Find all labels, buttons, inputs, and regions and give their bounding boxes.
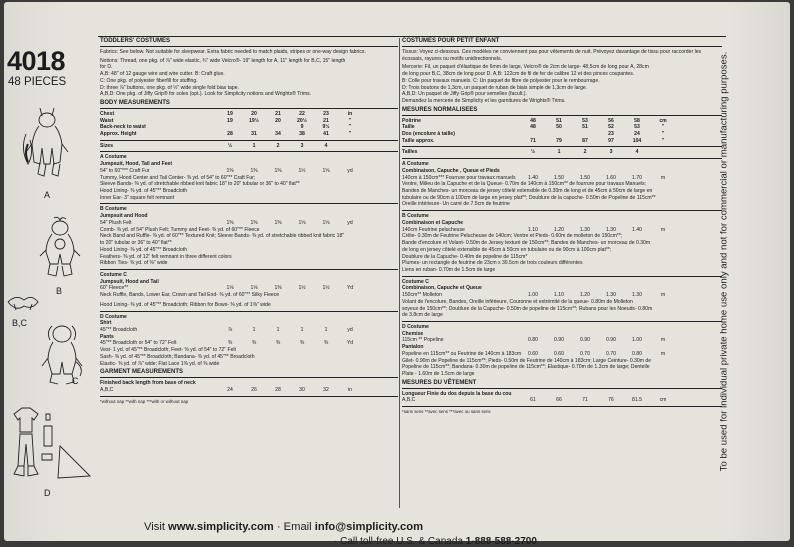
footer-contact xyxy=(144,521,423,533)
english-column xyxy=(100,38,398,404)
cell: 48 xyxy=(530,117,536,124)
figure-bc-drawing xyxy=(6,292,40,314)
measurement-row xyxy=(100,111,398,118)
fabric-row xyxy=(100,220,398,227)
notions-line: A,B: 48" of 12 gauge wire and wire cutter. B: Craft glue. xyxy=(100,71,225,78)
cell: 1⅜ xyxy=(226,167,234,174)
row-label: Poitrine xyxy=(402,117,421,124)
cell: 53 xyxy=(582,117,588,124)
cell: 53 xyxy=(634,124,640,131)
b-costume-sub-fr: Combinaison et Capuche xyxy=(402,219,464,226)
fabric-note: Plate - 1.60m de 1.5cm de large xyxy=(402,371,475,377)
cell: 4 xyxy=(635,149,639,156)
mercerie-line: de long pour B,C, 38cm de long pour D. A,B: 122cm de fil de fer de calibre 12 et des pinces coupantes. xyxy=(402,71,635,78)
fabric-note: Vest- 1 yd. of 45"** Broadcloth; Feet- ⅜ yd. of 54" to 72" Felt xyxy=(100,347,236,354)
cell xyxy=(266,124,290,131)
a-costume-sub: Jumpsuit, Hood, Tail and Feet xyxy=(100,161,173,168)
row-label: 115cm ** Popeline xyxy=(402,337,444,344)
cell: Yd xyxy=(346,285,354,292)
tailles-row xyxy=(402,149,722,156)
cell: 1⅝ xyxy=(322,167,330,174)
fabric-note: Hood Lining- ⅜ yd. of 45"** Broadcloth xyxy=(100,246,188,253)
cell: 28 xyxy=(275,386,281,393)
fabric-note: Bande d'encolure et Volant- 0.50m de Jersey texturé de 150cm**; Bandes de Manches- un morceau de 0.30m xyxy=(402,240,651,247)
cell: " xyxy=(348,117,352,124)
cell: 0.60 xyxy=(528,350,538,357)
cell: 1 xyxy=(276,326,280,333)
fabric-note: Doublure de la Capuche- 0.40m de popeline de 115cm* xyxy=(402,253,528,260)
mercerie-line: Mercerie: Fil, un paquet d'élastique de 6mm de large, Velcro® de 2cm de large- 48,5cm de long pour A, 28cm xyxy=(402,64,649,71)
cell: 56 xyxy=(608,117,614,124)
fabric-note: Inner Ear- 3" square felt remnant xyxy=(100,194,175,201)
cell: 1.40 xyxy=(632,226,642,233)
notions-line: C: One pkg. of polyester fiberfill for stuffing. xyxy=(100,77,198,84)
cell: 3 xyxy=(609,149,613,156)
pattern-number: 4018 xyxy=(7,46,66,76)
fabric-row xyxy=(402,175,722,182)
nap-footnote: *without nap **with nap ***with or without nap xyxy=(100,398,189,404)
cell: 20 xyxy=(251,110,257,117)
cell: 1.60 xyxy=(606,174,616,181)
cell: 0.80 xyxy=(632,350,642,357)
cell: ⅜ xyxy=(251,340,257,347)
cell xyxy=(520,131,546,138)
pieces-count: 48 PIECES xyxy=(8,76,67,88)
measurement-row xyxy=(402,138,722,145)
cell: 4 xyxy=(324,142,328,149)
cell: 0.90 xyxy=(580,337,590,344)
fabric-row xyxy=(100,168,398,175)
cell: 28 xyxy=(227,131,233,137)
cell: 31 xyxy=(251,131,257,137)
d-costume-sub: Shirt xyxy=(100,320,112,327)
cell: 1.50 xyxy=(554,174,564,181)
cell: m xyxy=(660,292,666,299)
cell: 24 xyxy=(227,386,233,393)
cell: 104 xyxy=(632,137,642,144)
figure-d-drawing xyxy=(8,406,92,484)
row-label: Waist xyxy=(100,117,114,124)
d-costume-heading-fr: D Costume xyxy=(402,323,429,330)
fabric-note: Hood Lining- ⅜ yd. of 45"** Broadcloth; Ribbon for Bows- ⅜ yd. of 1⅜" wide xyxy=(100,301,271,308)
cell: 1½ xyxy=(298,285,306,292)
fabric-note: Ventre, Milieu de la Capuche et de la Queue- 0.70m de 140cm à 150cm** de fourrure pour travaux Manuels; xyxy=(402,181,647,188)
cell: cm xyxy=(659,397,667,404)
figure-c-drawing xyxy=(36,322,90,386)
fabric-note: Neck Ruffle, Bands, Lower Ear, Crown and Tail End- ⅜ yd. of 60"** Silky Fleece xyxy=(100,292,280,299)
cell: 76 xyxy=(608,397,614,404)
fabric-note: Neck Band and Ruffle- ⅜ yd. of 60"** Textured Knit; Sleeve Bands- ⅜ yd. of stretchable ribbed knit fabric 18" xyxy=(100,233,345,240)
cell: 1.20 xyxy=(580,292,590,299)
cell: ⅜ xyxy=(299,340,305,347)
footer-email-link[interactable]: info@simplicity.com xyxy=(314,521,424,533)
cell: 61 xyxy=(530,397,536,404)
cell: 1⅜ xyxy=(250,219,258,226)
cell: 1⅜ xyxy=(274,167,282,174)
notions-line: Notions: Thread, one pkg. of ⅞" wide elastic, ¾" wide Velcro®- 19" length for A, 11" length for B,C, 15" length xyxy=(100,57,346,64)
cell: 2 xyxy=(276,142,280,149)
fabric-row xyxy=(402,292,722,299)
measurement-row xyxy=(402,118,722,125)
cell: 20½ xyxy=(297,117,307,124)
cell: 1.20 xyxy=(554,226,564,233)
cell: 41 xyxy=(323,131,329,137)
fabric-note: Volant de l'encolure, Bandes, Oreille inférieure, Couronne et extrémité de la queue- 0.80m de Molleton xyxy=(402,298,633,305)
d-costume-sub-fr: Chemise xyxy=(402,330,424,337)
cell: 52 xyxy=(608,124,614,131)
pattern-envelope-back xyxy=(4,2,790,547)
cell: 79 xyxy=(556,137,562,144)
cell: 1.50 xyxy=(580,174,590,181)
cell: 3 xyxy=(300,142,304,149)
fabric-note: Hood Lining- ⅜ yd. of 45"** Broadcloth xyxy=(100,188,188,195)
cell: 0.70 xyxy=(580,350,590,357)
sizes-row xyxy=(100,143,398,150)
notions-line: for D. xyxy=(100,64,113,71)
cell: 30 xyxy=(299,386,305,393)
fabric-note: Feathers- ⅜ yd. of 12" felt remnant in three different colors xyxy=(100,253,232,260)
private-use-notice: To be used for individual private home use only and not for commercial or manufacturing purposes. xyxy=(718,51,730,472)
fabric-note: Elastic- ⅜ yd. of ⅞" wide; Flat Lace 1⅜ yd. of ⅜ wide xyxy=(100,360,220,367)
fabric-note: soyeux de 150cm**; Doublure de la Capuche- 0.50m de popeline de 115cm**; Rubans pour les Noeuds- 0.80m xyxy=(402,305,653,312)
cell: 87 xyxy=(582,137,588,144)
cell: 48 xyxy=(530,124,536,131)
cell: 9½ xyxy=(322,124,330,131)
b-costume-heading: B Costume xyxy=(100,206,127,213)
column-divider xyxy=(399,38,400,508)
cell: " xyxy=(661,124,665,131)
cell: ⅞ xyxy=(227,326,233,333)
cell xyxy=(242,124,266,131)
cell: ⅜ xyxy=(227,340,233,347)
cell: 1.00 xyxy=(632,337,642,344)
cell: 0.60 xyxy=(554,350,564,357)
cell: 1.00 xyxy=(528,292,538,299)
cell: 1⅝ xyxy=(322,219,330,226)
cell: yd xyxy=(347,167,353,174)
mercerie-line: B: Colle pour travaux manuels. C: Un paquet de fibre de polyester pour le rembourrage. xyxy=(402,77,600,84)
cell: 1 xyxy=(252,142,256,149)
measurement-row xyxy=(100,131,398,138)
pantalon-heading: Pantalon xyxy=(402,344,424,351)
a-costume-sub-fr: Combinaison, Capuche , Queue et Pieds xyxy=(402,167,500,174)
footer-website-link[interactable]: www.simplicity.com xyxy=(168,521,274,533)
fabric-row xyxy=(402,337,722,344)
cell: " xyxy=(348,131,352,137)
figure-c-label: C xyxy=(72,376,79,386)
b-costume-heading-fr: B Costume xyxy=(402,213,429,220)
fabric-note: Gilet- 0.90m de Popeline de 115cm**; Pieds- 0.50m de Feutrine de 140cm à 183cm; Large Ceinture- 0.30m de xyxy=(402,357,652,364)
cell: yd xyxy=(347,326,353,333)
mercerie-line: Demandez la mercerie de Simplicity et les garnitures de Wrights® Trims. xyxy=(402,97,566,104)
c-costume-sub: Jumpsuit, Hood and Tail xyxy=(100,278,159,285)
cell: m xyxy=(660,226,666,233)
row-label: Taille approx. xyxy=(402,137,435,144)
cell: 1.10 xyxy=(554,292,564,299)
mesures-header: MESURES NORMALISEES xyxy=(402,107,722,116)
cell: cm xyxy=(659,117,667,124)
body-measurements-header: BODY MEASUREMENTS xyxy=(100,100,398,109)
cell: 23 xyxy=(323,110,329,117)
cell: 9 xyxy=(300,124,304,131)
row-label: A,B,C xyxy=(100,386,114,393)
figure-bc-label: B,C xyxy=(12,318,28,328)
cell: 38 xyxy=(299,131,305,137)
b-costume-sub: Jumpsuit and Hood xyxy=(100,213,148,220)
mercerie-line: A,B,D: Un paquet de Jiffy Grip® pour semelles (facult.). xyxy=(402,91,527,98)
cell: 0.70 xyxy=(606,350,616,357)
cell: 66 xyxy=(556,397,562,404)
cell: in xyxy=(347,110,353,117)
row-label: 54" Plush Felt xyxy=(100,219,132,226)
cell: 1 xyxy=(252,326,256,333)
cell: 1.70 xyxy=(632,174,642,181)
cell: 0.80 xyxy=(528,337,538,344)
cell: 1.30 xyxy=(580,226,590,233)
row-label: Dos (encolure à taille) xyxy=(402,131,455,137)
d-costume-heading: D Costume xyxy=(100,313,127,320)
vetement-line: Longueur Finie du dos depuis la base du cou xyxy=(402,390,512,397)
fabric-note: Plumes- un rectangle de feutrine de 23cm x 30.5cm de trois couleurs différentes xyxy=(402,260,583,267)
row-label: 150cm** Molleton xyxy=(402,292,442,299)
cell: 23 xyxy=(608,131,614,137)
fabric-note: Sleeve Bands- ⅜ yd. of stretchable ribbed knit fabric 18" to 20" tubular or 36" to 40" flat** xyxy=(100,181,300,188)
fabric-note: Oreille intérieure- Un carré de 7.5cm de feutrine xyxy=(402,201,510,208)
cell xyxy=(572,131,598,138)
fabric-note: Sash- ⅜ yd. of 45"** Broadcloth; Bandana- ⅜ yd. of 45"** Broadcloth xyxy=(100,353,255,360)
fabric-note: Liens en ruban- 0.70m de 1.5cm de large xyxy=(402,266,496,273)
fabric-note: Popeline de 115cm**; Bandana- 0.30m de popeline de 115cm**; Elastique- 0.70m de 1.3cm de large; Dentelle xyxy=(402,364,650,371)
fabric-note: to 20" tubular or 36" to 40" flat** xyxy=(100,240,172,247)
fabric-note: Ribbon Ties- ⅜ yd. of ⅜" wide xyxy=(100,260,168,267)
fabrics-text: Fabrics: See below. Not suitable for sleepwear. Extra fabric needed to match plaids, stripes or one-way design fabrics. xyxy=(100,48,366,55)
cell: 1.30 xyxy=(606,226,616,233)
measurement-row xyxy=(100,124,398,131)
cell: 21 xyxy=(275,110,281,117)
cell: 1 xyxy=(557,149,561,156)
cell: 22 xyxy=(299,110,305,117)
fabric-note: Comb- ⅜ yd. of 54" Plush Felt; Tummy and Feet- ⅜ yd. of 60"** Fleece xyxy=(100,226,260,233)
figure-b-drawing xyxy=(34,216,90,280)
cell: 71 xyxy=(530,137,536,144)
cell: 24 xyxy=(634,131,640,137)
row-label: Tailles xyxy=(402,149,418,156)
cell: 1⅝ xyxy=(298,219,306,226)
cell: 1.30 xyxy=(606,292,616,299)
footer-phone-number: 1-888-588-2700 xyxy=(465,536,537,547)
row-label: Taille xyxy=(402,124,415,131)
fabric-row xyxy=(402,227,722,234)
cell: ½ xyxy=(530,149,536,156)
cell: 71 xyxy=(582,397,588,404)
footer-visit: Visit xyxy=(144,521,165,533)
cell: 1⅜ xyxy=(274,285,282,292)
left-panel xyxy=(4,2,92,502)
english-title: TODDLERS' COSTUMES xyxy=(100,38,398,47)
notions-line: A,B,D: One pkg. of Jiffy Grip® for soles (opt.). Look for Simplicity notions and Wrights® Trims. xyxy=(100,91,312,98)
cell: 97 xyxy=(608,137,614,144)
cell: 1⅛ xyxy=(250,285,258,292)
cell: in xyxy=(348,386,352,393)
cell: " xyxy=(348,124,352,131)
fabric-row xyxy=(100,340,398,347)
cell: 0.90 xyxy=(606,337,616,344)
row-label: Approx. Height xyxy=(100,131,137,137)
cell: 19 xyxy=(227,117,233,124)
cell: 1⅜ xyxy=(274,219,282,226)
cell: m xyxy=(660,350,666,357)
figure-a-drawing xyxy=(20,104,86,186)
cell xyxy=(546,131,572,138)
pants-heading: Pants xyxy=(100,333,114,340)
cell: 21 xyxy=(323,117,329,124)
cell: 0.90 xyxy=(554,337,564,344)
cell: 1.40 xyxy=(528,174,538,181)
measurement-row xyxy=(402,131,722,138)
notions-line: D: three ⅞" buttons, one pkg. of ½" wide single fold bias tape. xyxy=(100,84,239,91)
row-label: Chest xyxy=(100,110,115,117)
row-label: 140cm Feutrine pelucheuse xyxy=(402,226,465,233)
cell: ⅜ xyxy=(323,340,329,347)
fabric-note: de 3.8cm de large xyxy=(402,312,443,319)
row-label: 140cm à 150cm*** Fourrure pour travaux manuels xyxy=(402,174,516,181)
sens-footnote: *sans sens **avec sens ***avec ou sans sens xyxy=(402,409,491,415)
garment-row xyxy=(100,387,398,394)
mercerie-line: D: Trois boutons de 1,3cm, un paquet de ruban de biais simple de 1,3cm de large. xyxy=(402,84,588,91)
c-costume-heading-fr: Costume C xyxy=(402,278,429,285)
row-label: 54" to 60"*** Craft Fur xyxy=(100,167,150,174)
header-rule xyxy=(98,36,726,37)
tissus-text: Tissus: Voyez ci-dessous. Ces modèles ne conviennent pas pour vêtements de nuit. Prévoyez davantage de tissu pour raccorder les écossais, rayures ou motifs unidirectionnels. xyxy=(402,48,702,62)
cell: 26 xyxy=(251,386,257,393)
fabric-note: Tummy, Hood Center and Tail Center- ⅜ yd. of 54" to 60"** Craft Fur; xyxy=(100,174,256,181)
cell: m xyxy=(660,337,666,344)
cell: 32 xyxy=(323,386,329,393)
cell: 81.5 xyxy=(632,397,642,404)
vetement-header: MESURES DU VÊTEMENT xyxy=(402,380,722,389)
garment-row xyxy=(402,397,722,404)
cell: m xyxy=(660,174,666,181)
french-title: COSTUMES POUR PETIT ENFANT xyxy=(402,38,722,47)
footer-phone xyxy=(334,536,537,547)
cell: " xyxy=(661,131,665,137)
cell: 20 xyxy=(275,117,281,124)
fabric-note: Crête- 0.30m de Feutrine Pelucheuse de 140cm; Ventre et Pieds- 0.60m de molleton de 150cm**; xyxy=(402,233,623,240)
cell: 34 xyxy=(275,131,281,137)
french-column xyxy=(402,38,722,415)
row-label: 60" Fleece** xyxy=(100,285,129,292)
fabric-note: de long en jersey côtelé extensible de 45cm à 50cm en tubulaire ou de 90cm à 100cm plat**; xyxy=(402,246,612,253)
cell: 1½ xyxy=(322,285,330,292)
cell: 1 xyxy=(324,326,328,333)
fabric-row xyxy=(402,351,722,358)
fabric-row xyxy=(100,285,398,292)
cell: 50 xyxy=(556,124,562,131)
row-label: A,B,C xyxy=(402,397,416,404)
a-costume-heading-fr: A Costume xyxy=(402,161,429,168)
cell: 1.30 xyxy=(632,292,642,299)
cell: 1⅛ xyxy=(226,285,234,292)
cell: 19 xyxy=(227,110,233,117)
footer-call-label: · Call toll-free U.S. & Canada xyxy=(334,536,463,547)
cell: Yd xyxy=(346,340,354,347)
cell: ⅜ xyxy=(275,340,281,347)
a-costume-heading: A Costume xyxy=(100,154,127,161)
cell: 19½ xyxy=(249,117,259,124)
cell: 51 xyxy=(556,117,562,124)
row-label: 45"** Broadcloth xyxy=(100,326,138,333)
figure-b-label: B xyxy=(56,286,63,296)
cell: 1⅜ xyxy=(226,219,234,226)
cell: 1 xyxy=(300,326,304,333)
row-label: Popeline en 115cm** ou Feutrine de 140cm à 183cm xyxy=(402,350,522,357)
cell: yd xyxy=(347,219,353,226)
row-label: Back-neck to waist xyxy=(100,124,146,131)
figure-a-label: A xyxy=(44,190,51,200)
cell: 2 xyxy=(583,149,587,156)
measurement-row xyxy=(100,118,398,125)
mercerie-text xyxy=(402,64,722,104)
measurement-row xyxy=(402,124,722,131)
garment-line: Finished back length from base of neck xyxy=(100,380,196,387)
garment-measurements-header: GARMENT MEASUREMENTS xyxy=(100,369,398,378)
cell: " xyxy=(661,137,665,144)
cell: 1.10 xyxy=(528,226,538,233)
cell: ½ xyxy=(227,142,233,149)
c-costume-heading: Costume C xyxy=(100,271,127,278)
row-label: 45"** Broadcloth or 54" to 72" Felt xyxy=(100,340,177,347)
fabric-note: Bandes de Manches- un morceau de jersey côtelé extensible de 0.30m de long et de 45cm à 50cm de large en xyxy=(402,188,653,195)
row-label: Sizes xyxy=(100,142,114,149)
fabric-row xyxy=(100,327,398,334)
cell: 58 xyxy=(634,117,640,124)
cell: 51 xyxy=(582,124,588,131)
fabric-note: tubulaire ou de 90cm à 100cm de large en jersey plat**; Doublure de la capuche- 0.50m de Popeline de 115cm** xyxy=(402,194,656,201)
notions-text xyxy=(100,58,398,98)
c-costume-sub-fr: Combinaison, Capuche et Queue xyxy=(402,285,482,292)
figure-d-label: D xyxy=(44,488,51,498)
cell: 1⅜ xyxy=(250,167,258,174)
footer-email-label: · Email xyxy=(276,521,312,533)
cell xyxy=(218,124,242,131)
cell: 1½ xyxy=(298,167,306,174)
